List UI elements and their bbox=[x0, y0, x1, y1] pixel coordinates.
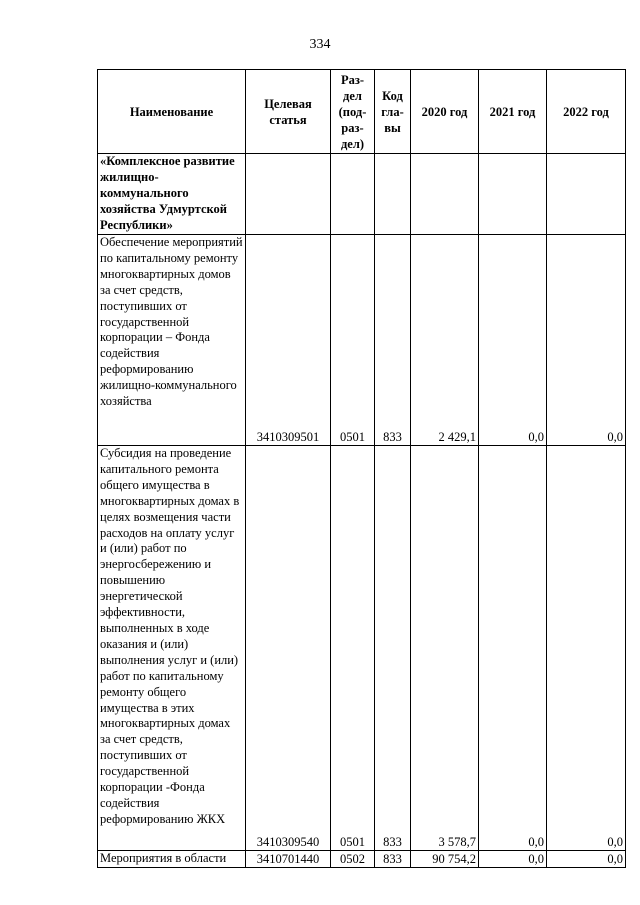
header-target-article: Целевая статья bbox=[246, 70, 331, 154]
row-2021 bbox=[479, 154, 547, 235]
row-name: Обеспечение мероприятий по капитальному ремонту многоквартирных домов за счет средств, поступивших от государственной корпорации – Фонда содействия реформированию жилищно-коммунального хозяйства bbox=[98, 235, 246, 446]
row-2022 bbox=[547, 154, 626, 235]
row-target bbox=[246, 154, 331, 235]
row-2022: 0,0 bbox=[547, 235, 626, 446]
row-2021: 0,0 bbox=[479, 851, 547, 868]
table-row bbox=[98, 235, 626, 446]
row-2020: 90 754,2 bbox=[411, 851, 479, 868]
row-name: Субсидия на проведение капитального ремонта общего имущества в многоквартирных домах в целях возмещения части расходов на оплату услуг и (или) работ по энергосбережению и повышению энергетической эффективности, выполненных в ходе оказания и (или) выполнения услуг и (или) работ по капитальному ремонту общего имущества в этих многоквартирных домах за счет средств, поступивших от государственной корпорации -Фонда содействия реформированию ЖКХ bbox=[98, 446, 246, 851]
table-header-row bbox=[98, 70, 626, 154]
table-row bbox=[98, 154, 626, 235]
row-2020: 3 578,7 bbox=[411, 446, 479, 851]
row-code: 833 bbox=[375, 235, 411, 446]
header-2021: 2021 год bbox=[479, 70, 547, 154]
row-code bbox=[375, 154, 411, 235]
row-2021: 0,0 bbox=[479, 235, 547, 446]
table-row bbox=[98, 446, 626, 851]
budget-table bbox=[97, 69, 626, 868]
row-2022: 0,0 bbox=[547, 851, 626, 868]
header-2022: 2022 год bbox=[547, 70, 626, 154]
header-2020: 2020 год bbox=[411, 70, 479, 154]
row-name: Мероприятия в области bbox=[98, 851, 246, 868]
row-2022: 0,0 bbox=[547, 446, 626, 851]
row-target: 3410309501 bbox=[246, 235, 331, 446]
row-section: 0501 bbox=[331, 446, 375, 851]
row-target: 3410701440 bbox=[246, 851, 331, 868]
row-name: «Комплексное развитие жилищно-коммунального хозяйства Удмуртской Республики» bbox=[98, 154, 246, 235]
row-code: 833 bbox=[375, 851, 411, 868]
row-section bbox=[331, 154, 375, 235]
row-2020 bbox=[411, 154, 479, 235]
header-name: Наименование bbox=[98, 70, 246, 154]
header-chapter-code: Код гла-вы bbox=[375, 70, 411, 154]
header-section: Раз-дел (под-раз-дел) bbox=[331, 70, 375, 154]
row-section: 0501 bbox=[331, 235, 375, 446]
page-number: 334 bbox=[309, 37, 331, 52]
row-2021: 0,0 bbox=[479, 446, 547, 851]
row-code: 833 bbox=[375, 446, 411, 851]
row-target: 3410309540 bbox=[246, 446, 331, 851]
row-2020: 2 429,1 bbox=[411, 235, 479, 446]
table-row bbox=[98, 851, 626, 868]
row-section: 0502 bbox=[331, 851, 375, 868]
